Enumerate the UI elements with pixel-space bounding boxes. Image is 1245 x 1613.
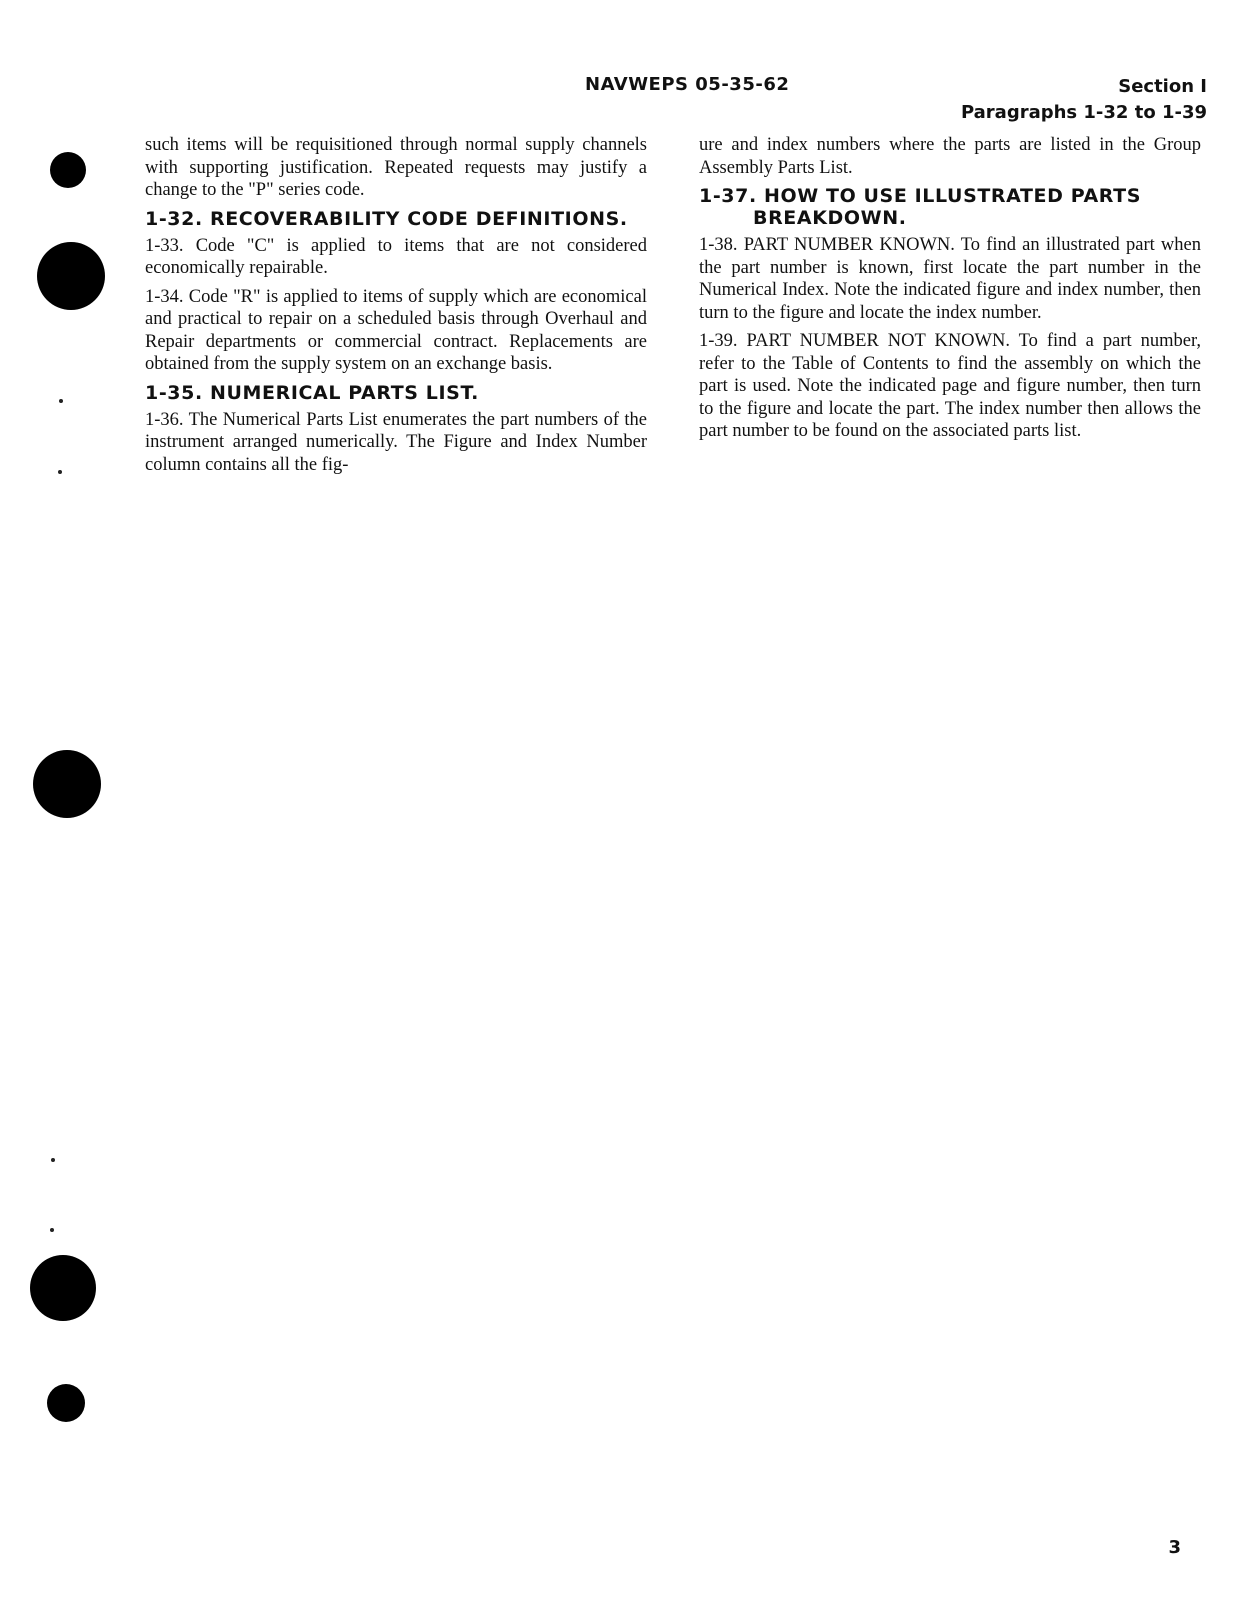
left-column <box>145 134 647 482</box>
binder-hole <box>30 1255 96 1321</box>
scan-speck <box>58 470 62 474</box>
heading-1-37: 1-37. HOW TO USE ILLUSTRATED PARTS BREAKDOWN. <box>699 185 1142 229</box>
paragraph-1-33: 1-33. Code "C" is applied to items that are not considered economically repairable. <box>145 235 647 278</box>
continued-paragraph: such items will be requisitioned through normal supply channels with supporting justification. Repeated requests may justify a change to the "P" series code. <box>145 135 647 200</box>
scan-speck <box>50 1228 54 1232</box>
continued-paragraph: ure and index numbers where the parts are listed in the Group Assembly Parts List. <box>699 135 1201 178</box>
section-label: Section I <box>1118 76 1207 97</box>
paragraph-1-39: 1-39. PART NUMBER NOT KNOWN. To find a part number, refer to the Table of Contents to find the assembly on which the part is used. Note the indicated page and figure number, then turn to the figure and locate the part. The index number then allows the part number to be found on the associated parts list. <box>699 331 1201 441</box>
document-number: NAVWEPS 05-35-62 <box>585 74 790 95</box>
paragraph-1-36: 1-36. The Numerical Parts List enumerates the part numbers of the instrument arranged numerically. The Figure and Index Number column contains all the fig- <box>145 409 647 475</box>
right-column <box>699 134 1201 449</box>
paragraph-1-38: 1-38. PART NUMBER KNOWN. To find an illustrated part when the part number is known, first locate the part number in the Numerical Index. Note the indicated figure and index number, then turn to the figure and locate the index number. <box>699 235 1201 323</box>
heading-1-32: 1-32. RECOVERABILITY CODE DEFINITIONS. <box>145 207 628 230</box>
binder-hole <box>37 242 105 310</box>
paragraph-1-34: 1-34. Code "R" is applied to items of supply which are economical and practical to repair on a scheduled basis through Overhaul and Repair departments or commercial contract. Replacements are obtained from the supply system on an exchange basis. <box>145 286 647 374</box>
scan-speck <box>51 1158 55 1162</box>
paragraph-range: Paragraphs 1-32 to 1-39 <box>960 102 1207 123</box>
binder-hole <box>50 152 86 188</box>
scan-speck <box>59 399 63 403</box>
page-number: 3 <box>1168 1537 1181 1558</box>
binder-hole <box>47 1384 85 1422</box>
heading-1-35: 1-35. NUMERICAL PARTS LIST. <box>145 381 479 404</box>
binder-hole <box>33 750 101 818</box>
section-header <box>961 74 1207 126</box>
